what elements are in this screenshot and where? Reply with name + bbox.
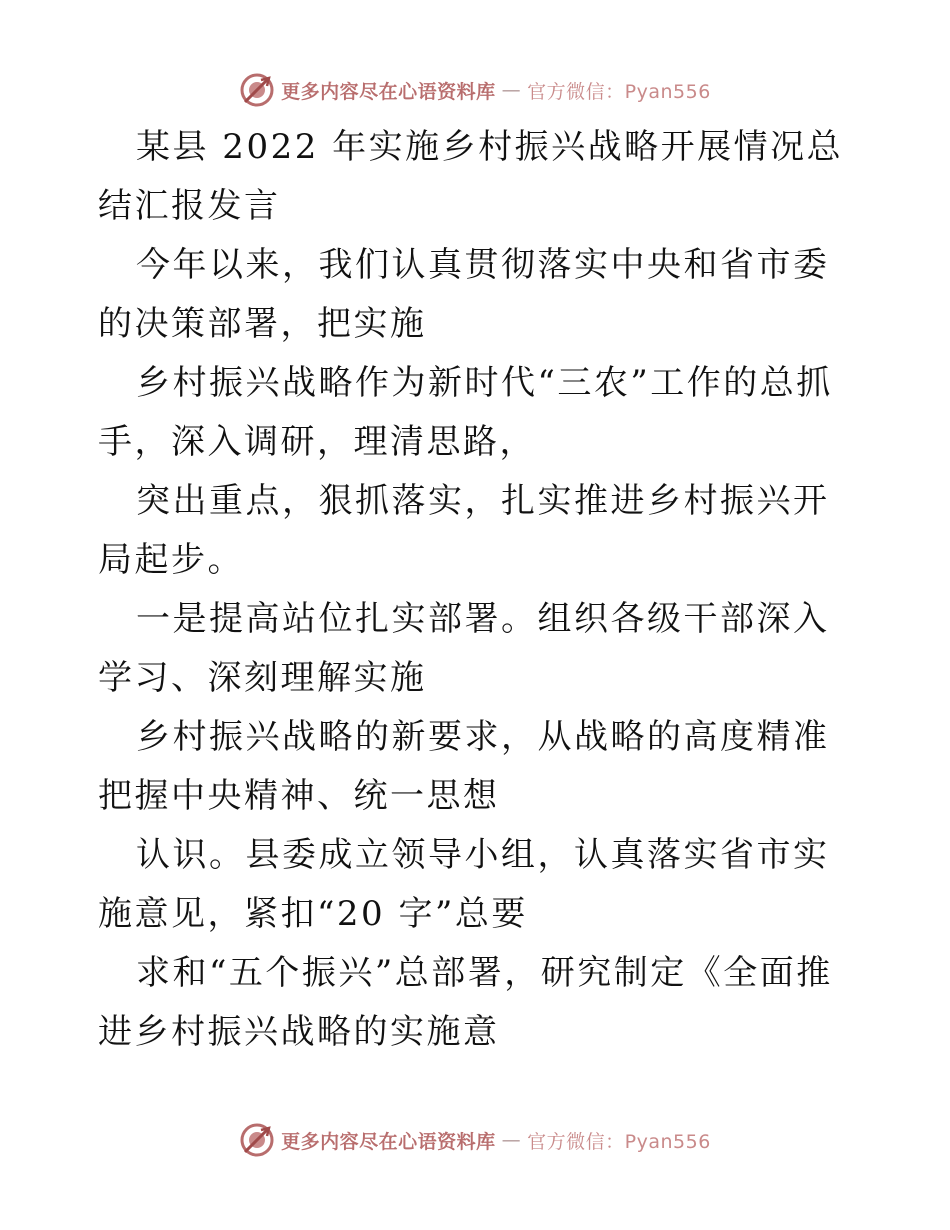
watermark-wechat-text: 官方微信：Pyan556 bbox=[527, 1130, 711, 1153]
paragraph: 今年以来，我们认真贯彻落实中央和省市委的决策部署，把实施 bbox=[98, 245, 830, 344]
seal-icon bbox=[239, 1122, 275, 1158]
paragraph: 乡村振兴战略作为新时代“三农”工作的总抓手，深入调研，理清思路， bbox=[98, 363, 833, 462]
paragraph: 求和“五个振兴”总部署，研究制定《全面推进乡村振兴战略的实施意 bbox=[98, 953, 833, 1052]
document-body bbox=[98, 118, 858, 1062]
paragraph: 一是提高站位扎实部署。组织各级干部深入学习、深刻理解实施 bbox=[98, 599, 830, 698]
paragraph: 认识。县委成立领导小组，认真落实省市实施意见，紧扣“20 字”总要 bbox=[98, 835, 830, 934]
watermark-main-text: 更多内容尽在心语资料库 bbox=[281, 80, 496, 103]
watermark-separator: — bbox=[501, 79, 522, 101]
watermark-footer bbox=[0, 1120, 950, 1160]
paragraph: 乡村振兴战略的新要求，从战略的高度精准把握中央精神、统一思想 bbox=[98, 717, 830, 816]
watermark-main-text: 更多内容尽在心语资料库 bbox=[281, 1130, 496, 1153]
watermark-wechat-text: 官方微信：Pyan556 bbox=[527, 80, 711, 103]
seal-icon bbox=[239, 72, 275, 108]
watermark-separator: — bbox=[501, 1129, 522, 1151]
document-title: 某县 2022 年实施乡村振兴战略开展情况总结汇报发言 bbox=[98, 127, 844, 226]
watermark-header bbox=[0, 70, 950, 110]
paragraph: 突出重点，狠抓落实，扎实推进乡村振兴开局起步。 bbox=[98, 481, 830, 580]
